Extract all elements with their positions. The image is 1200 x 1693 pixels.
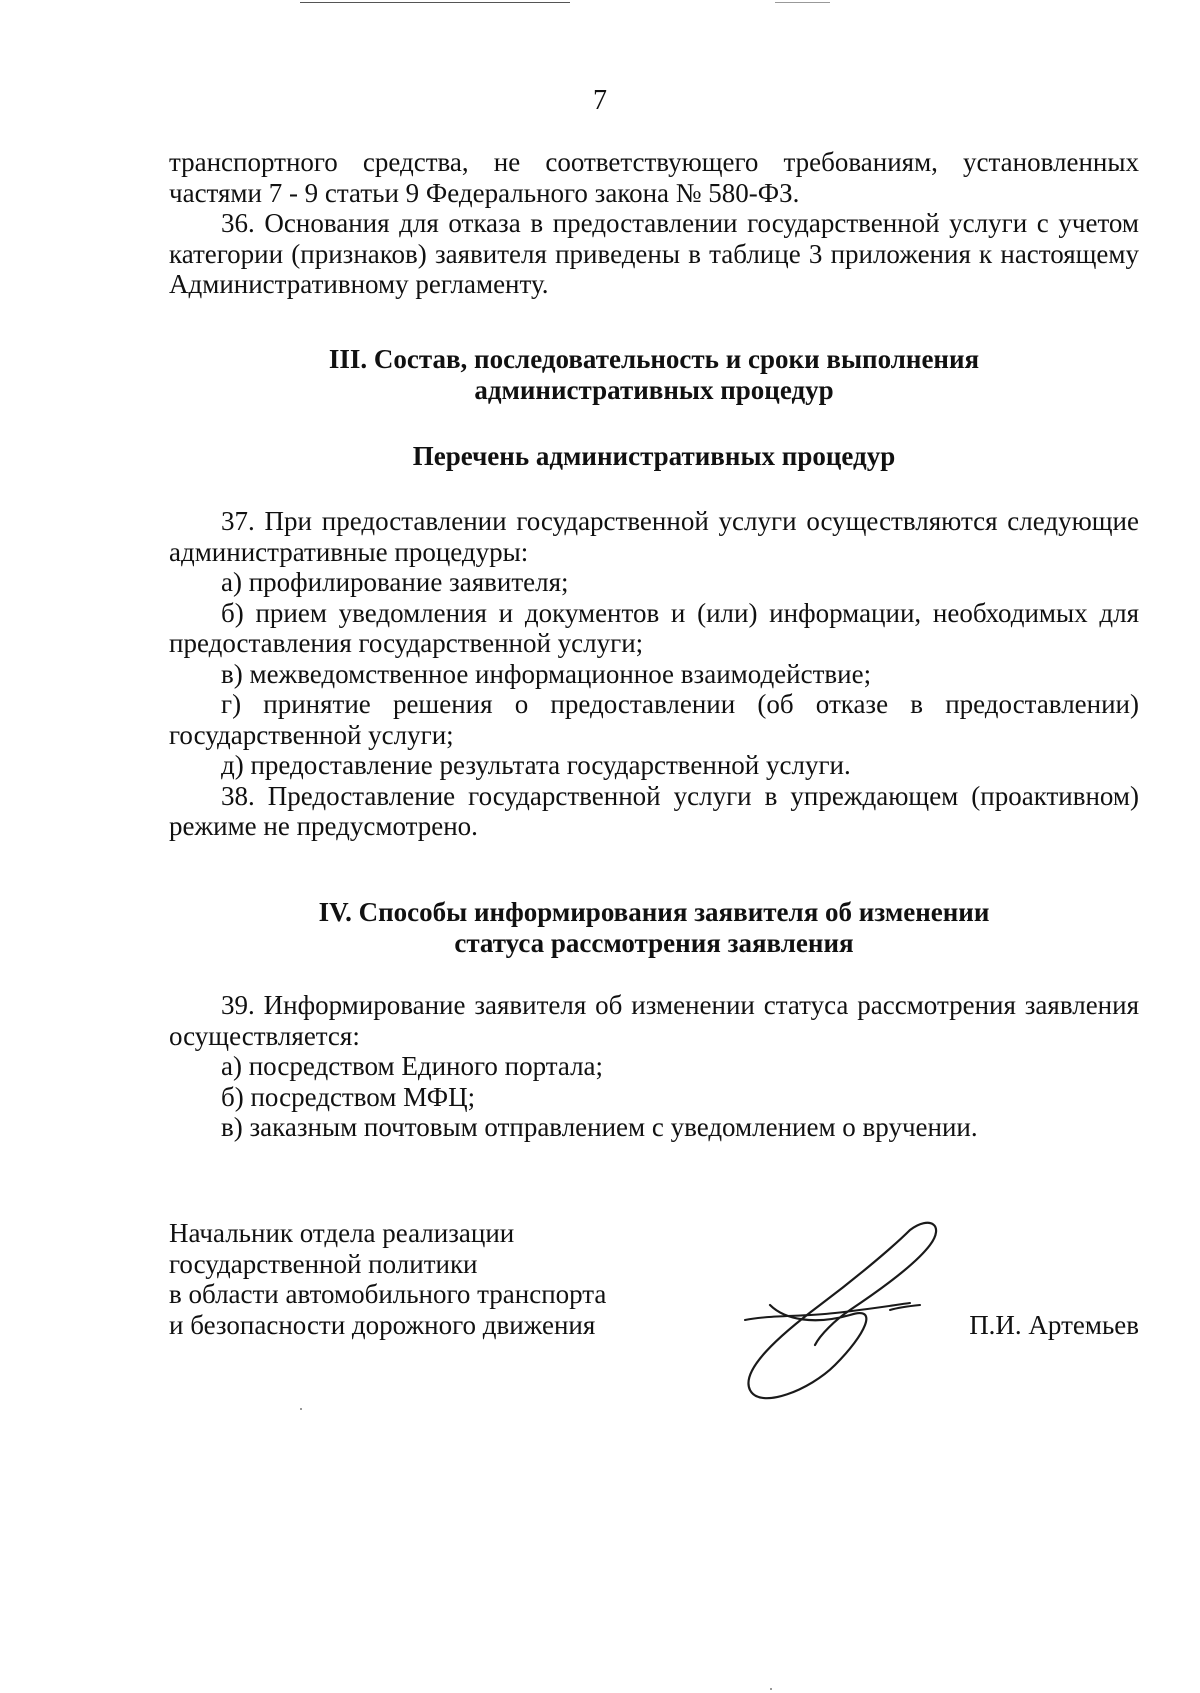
section-3-title (169, 344, 1139, 406)
section-4-title-line-2: статуса рассмотрения заявления (454, 928, 854, 958)
scan-artifact-line (775, 2, 830, 3)
handwritten-signature (740, 1215, 970, 1405)
list-item: д) предоставление результата государственной услуги. (221, 750, 851, 780)
list-item: б) прием уведомления и документов и (или) информации, необходимых для предоставления государственной услуги; (169, 597, 1139, 658)
signer-position-line: и безопасности дорожного движения (169, 1309, 596, 1340)
signer-name: П.И. Артемьев (969, 1310, 1139, 1340)
scan-speck (770, 1688, 772, 1690)
signer-position-line: в области автомобильного транспорта (169, 1279, 607, 1309)
signer-position (169, 1218, 689, 1340)
section-3-subtitle (169, 441, 1139, 472)
signer-position-line: Начальник отдела реализации (169, 1218, 515, 1248)
intro-block (169, 147, 1139, 300)
scan-artifact-line (300, 2, 570, 3)
list-item: в) заказным почтовым отправлением с уведомлением о вручении. (221, 1112, 978, 1142)
paragraph-39: 39. Информирование заявителя об изменении статуса рассмотрения заявления осуществляется: (169, 990, 1139, 1051)
section-3-subtitle-text: Перечень административных процедур (412, 441, 896, 471)
section-4-title (169, 897, 1139, 959)
paragraph-37: 37. При предоставлении государственной услуги осуществляются следующие административные процедуры: (169, 506, 1139, 567)
list-item: в) межведомственное информационное взаимодействие; (221, 658, 872, 689)
list-item: а) профилирование заявителя; (221, 567, 569, 597)
paragraph-38: 38. Предоставление государственной услуги в упреждающем (проактивном) режиме не предусмотрено. (169, 780, 1139, 841)
scan-speck (300, 1408, 302, 1410)
paragraph-36: 36. Основания для отказа в предоставлении государственной услуги с учетом категории (признаков) заявителя приведены в таблице 3 приложения к настоящему Административному регламенту. (169, 208, 1139, 299)
section-3-title-line-2: административных процедур (474, 375, 834, 405)
section-4-body (169, 990, 1139, 1143)
list-item: а) посредством Единого портала; (221, 1051, 604, 1081)
list-item: г) принятие решения о предоставлении (об отказе в предоставлении) государственной услуги; (169, 689, 1139, 750)
section-4-title-line-1: IV. Способы информирования заявителя об изменении (318, 897, 990, 927)
continuation-paragraph: транспортного средства, не соответствующего требованиям, установленных частями 7 - 9 статьи 9 Федерального закона № 580-ФЗ. (169, 147, 1139, 208)
list-item: б) посредством МФЦ; (221, 1081, 476, 1112)
signer-position-line: государственной политики (169, 1248, 478, 1279)
section-3-title-line-1: III. Состав, последовательность и сроки выполнения (328, 344, 980, 374)
page-number: 7 (593, 85, 607, 116)
section-3-body (169, 506, 1139, 842)
